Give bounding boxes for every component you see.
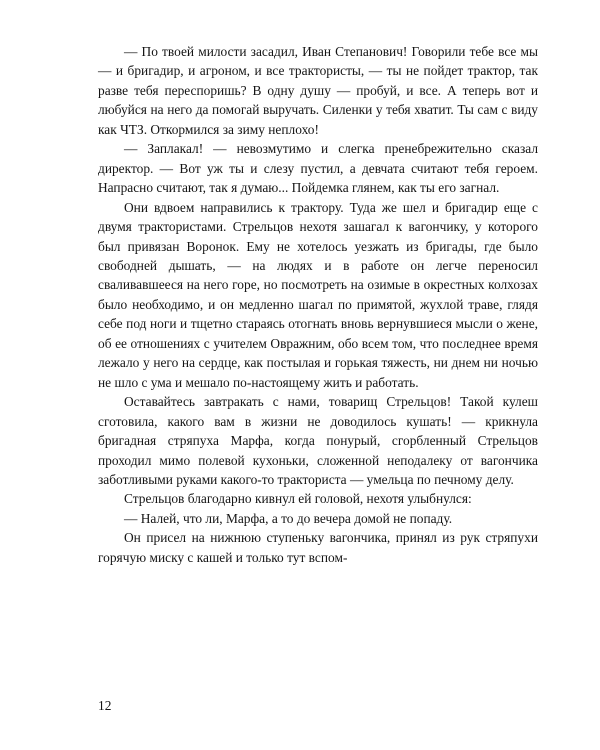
page-number: 12 (98, 698, 112, 713)
paragraph: — По твоей милости засадил, Иван Степанович! Говорили тебе все мы — и бригадир, и агроном, и все трактористы, — ты не пойдет трактор, так разве тебя переспоришь? В одну душу — пробуй, и все. А теперь вот и любуйся на него да помогай выручать. Силенки у тебя хватит. Ты сам с виду как ЧТЗ. Откормился за зиму неплохо! (98, 44, 538, 137)
page-text-body (98, 42, 538, 567)
paragraph: Они вдвоем направились к трактору. Туда же шел и бригадир еще с двумя трактористами. Стрельцов нехотя зашагал к вагончику, у которого был привязан Воронок. Ему не хотелось уезжать из бригады, где было свободней дышать, — на людях и в работе он легче переносил сваливавшееся на него горе, но посмотреть на озимые в окрестных колхозах было необходимо, и он медленно шагал по примятой, жухлой траве, глядя себе под ноги и тщетно стараясь отогнать вновь вернувшиеся мысли о жене, об ее отношениях с учителем Овражним, обо всем том, что последнее время лежало у него на сердце, как постылая и горькая тяжесть, ни днем ни ночью не шло с ума и мешало по-настоящему жить и работать. (98, 199, 538, 390)
paragraph: Оставайтесь завтракать с нами, товарищ Стрельцов! Такой кулеш сготовила, какого вам в жизни не доводилось кушать! — крикнула бригадная стряпуха Марфа, когда понурый, сгорбленный Стрельцов проходил мимо полевой кухоньки, сложенной неподалеку от вагончика заботливыми руками какого-то тракториста — умельца по печному делу. (98, 394, 538, 487)
paragraph: Он присел на нижнюю ступеньку вагончика, принял из рук стряпухи горячую миску с кашей и только тут вспом- (98, 530, 538, 565)
paragraph: — Налей, что ли, Марфа, а то до вечера домой не попаду. (124, 510, 453, 526)
paragraph: Стрельцов благодарно кивнул ей головой, нехотя улыбнулся: (124, 491, 472, 507)
paragraph: — Заплакал! — невозмутимо и слегка пренебрежительно сказал директор. — Вот уж ты и слезу пустил, а девчата считают тебя героем. Напрасно считают, так я думаю... Пойдемка глянем, как ты его загнал. (98, 141, 538, 196)
